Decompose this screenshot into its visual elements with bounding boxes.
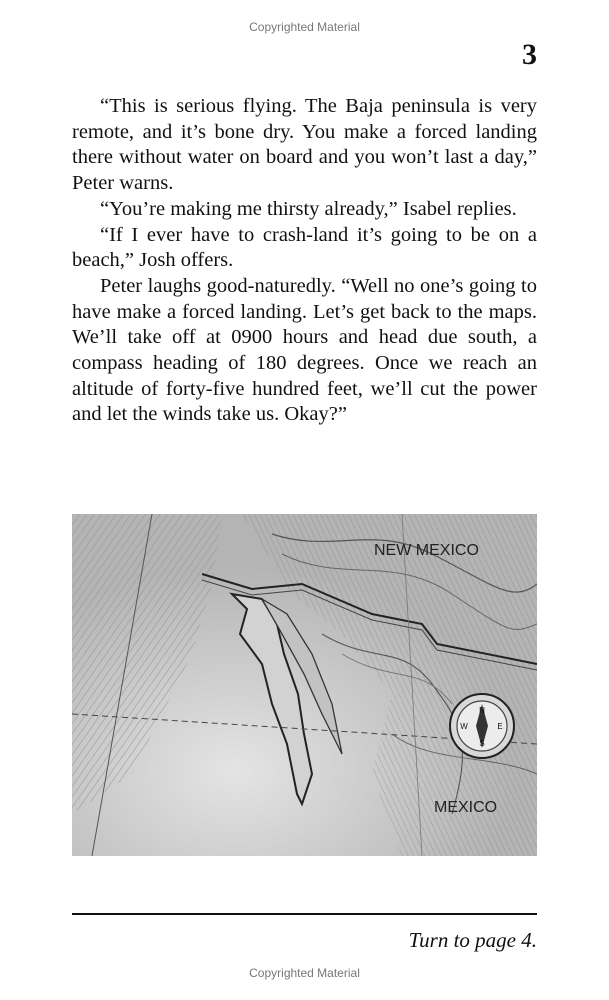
page-number: 3 bbox=[522, 38, 537, 71]
copyright-notice-bottom: Copyrighted Material bbox=[249, 966, 360, 980]
svg-text:S: S bbox=[479, 739, 485, 748]
turn-to-page-instruction: Turn to page 4. bbox=[408, 928, 537, 952]
map-label-mexico: MEXICO bbox=[434, 799, 498, 816]
paragraph-4: Peter laughs good-naturedly. “Well no one’s going to have make a forced landing. Let’s get back to the maps. We’ll take off at 0900 hours and head due south, a compass heading of 180 degrees. Once we reach an altitude of forty-five hundred feet, we’ll cut the power and let the winds take us. Okay?” bbox=[72, 274, 537, 426]
paragraph-3: “If I ever have to crash-land it’s going to be on a beach,” Josh offers. bbox=[72, 223, 537, 272]
footer-rule bbox=[72, 913, 537, 915]
baja-map-illustration bbox=[72, 514, 537, 856]
paragraph-1: “This is serious flying. The Baja peninsula is very remote, and it’s bone dry. You make a forced landing there without water on board and you won’t last a day,” Peter warns. bbox=[72, 95, 537, 195]
svg-text:N: N bbox=[479, 706, 485, 715]
story-text bbox=[72, 94, 537, 428]
copyright-notice-top: Copyrighted Material bbox=[249, 20, 360, 34]
paragraph-2: “You’re making me thirsty already,” Isabel replies. bbox=[100, 197, 517, 220]
svg-text:E: E bbox=[497, 722, 503, 731]
svg-text:W: W bbox=[460, 722, 468, 731]
compass-icon bbox=[450, 694, 514, 758]
map-label-new-mexico: NEW MEXICO bbox=[374, 542, 479, 559]
